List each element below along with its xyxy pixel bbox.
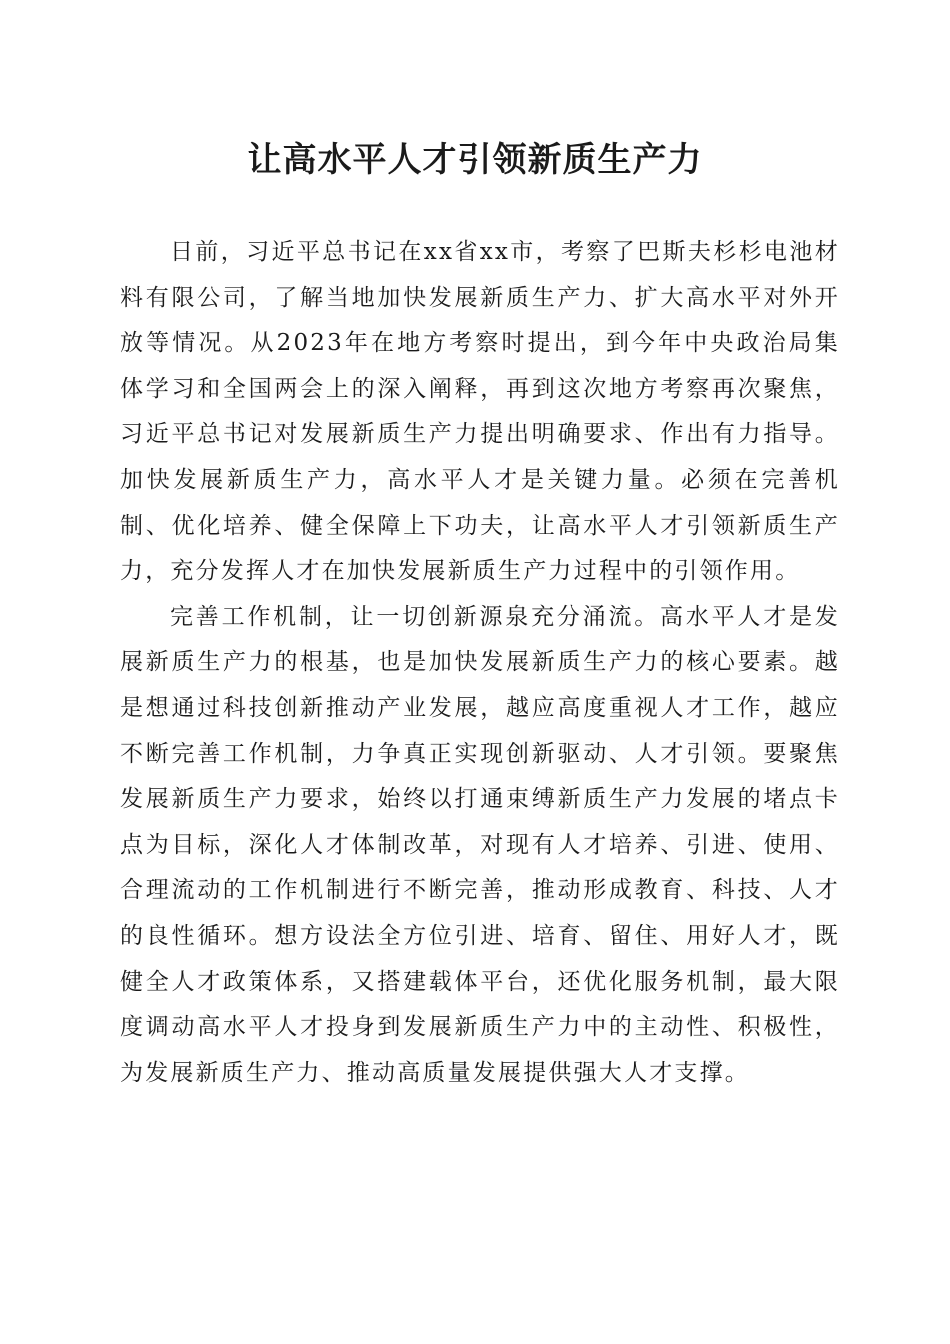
document-title: 让高水平人才引领新质生产力 [247,140,703,180]
paragraph-2: 完善工作机制，让一切创新源泉充分涌流。高水平人才是发展新质生产力的根基，也是加快发展新质生产力的核心要素。越是想通过科技创新推动产业发展，越应高度重视人才工作，越应不断完善工作机制，力争真正实现创新驱动、人才引领。要聚焦发展新质生产力要求，始终以打通束缚新质生产力发展的堵点卡点为目标，深化人才体制改革，对现有人才培养、引进、使用、合理流动的工作机制进行不断完善，推动形成教育、科技、人才的良性循环。想方设法全方位引进、培育、留住、用好人才，既健全人才政策体系，又搭建载体平台，还优化服务机制，最大限度调动高水平人才投身到发展新质生产力中的主动性、积极性，为发展新质生产力、推动高质量发展提供强大人才支撑。 [120,603,840,1086]
paragraph-1: 日前，习近平总书记在xx省xx市，考察了巴斯夫杉杉电池材料有限公司，了解当地加快发展新质生产力、扩大高水平对外开放等情况。从2023年在地方考察时提出，到今年中央政治局集体学习和全国两会上的深入阐释，再到这次地方考察再次聚焦，习近平总书记对发展新质生产力提出明确要求、作出有力指导。加快发展新质生产力，高水平人才是关键力量。必须在完善机制、优化培养、健全保障上下功夫，让高水平人才引领新质生产力，充分发挥人才在加快发展新质生产力过程中的引领作用。 [120,239,840,585]
document-body [120,230,840,1096]
